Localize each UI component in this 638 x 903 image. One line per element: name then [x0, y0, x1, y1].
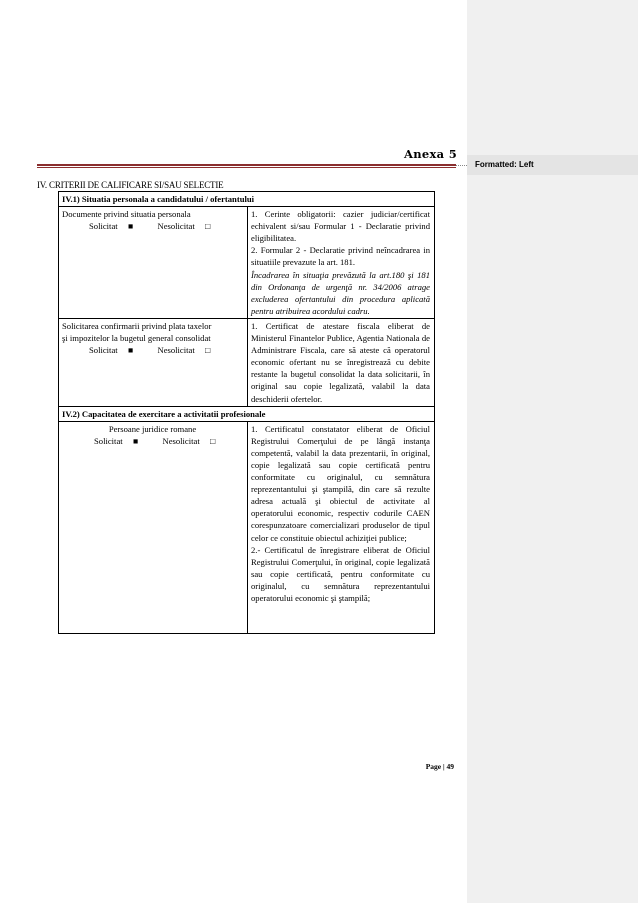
table-row	[59, 318, 435, 406]
solicitat-options	[62, 220, 243, 232]
right-cell-requirements[interactable]	[248, 207, 435, 319]
nesolicitat-unchecked-icon: □	[210, 435, 216, 446]
criteria-table	[58, 191, 435, 634]
nesolicitat-unchecked-icon: □	[205, 221, 211, 232]
table-row	[59, 207, 435, 319]
nesolicitat-label: Nesolicitat	[162, 435, 200, 446]
left-cell-taxes[interactable]	[59, 318, 248, 406]
requirement-paragraph-2: 2. Formular 2 - Declaratie privind neîncadrarea in situatiile prevazute la art. 181.	[251, 245, 430, 268]
registry-paragraph-1: 1. Certificatul constatator eliberat de Oficiul Registrului Comerţului de pe lângă instanţa competentă, valabil la data prezentarii, în original, copie legalizată sau copie certificată pentru conformitate cu originalul, cu semnătura reprezentantului şi ştampilă, din care să rezulte adresa actuală şi obiectul de activitate al operatorului economic, respectiv codurile CAEN corespunzatoare comercializari produselor de tipul celor ce constituie obiectul achiziţiei publice;	[251, 423, 430, 543]
left-cell-line-1: Solicitarea confirmarii privind plata taxelor	[62, 320, 212, 331]
solicitat-label: Solicitat	[89, 221, 118, 232]
exclusion-note: Încadrarea în situaţia prevăzută la art.180 şi 181 din Ordonanţa de urgenţă nr. 34/2006 atrage excluderea ofertantului din procedura aplicată pentru atribuirea acordului cadru.	[251, 269, 430, 316]
header-rule-thin	[37, 167, 456, 168]
subheading-capacitatea[interactable]: IV.2) Capacitatea de exercitare a activitatii profesionale	[59, 406, 435, 421]
solicitat-checked-icon: ■	[132, 435, 139, 446]
section-heading[interactable]: IV. CRITERII DE CALIFICARE SI/SAU SELECTIE	[37, 180, 224, 190]
subheading-situatia-personala[interactable]: IV.1) Situatia personala a candidatului / ofertantului	[59, 192, 435, 207]
left-cell-title: Persoane juridice romane	[108, 423, 197, 434]
left-cell-documents[interactable]	[59, 207, 248, 319]
solicitat-options	[62, 435, 243, 447]
registry-paragraph-2: 2.- Certificatul de înregistrare eliberat de Oficiul Registrului Comerţului, în original, copie legalizată sau copie certificată, pentru conformitate cu originalul, cu semnătura reprezentantului operatorului economic şi ştampilă;	[251, 544, 430, 603]
solicitat-options	[62, 344, 243, 356]
nesolicitat-unchecked-icon: □	[205, 345, 211, 356]
left-cell-line-2: şi impozitelor la bugetul general consolidat	[62, 333, 211, 344]
solicitat-checked-icon: ■	[127, 221, 134, 232]
right-cell-registry-certificates[interactable]	[248, 421, 435, 633]
right-cell-fiscal-certificate[interactable]	[248, 318, 435, 406]
solicitat-label: Solicitat	[94, 435, 123, 446]
header-rule	[37, 164, 456, 166]
solicitat-checked-icon: ■	[127, 345, 134, 356]
left-cell-title: Documente privind situatia personala	[62, 209, 191, 220]
formatting-comment-label: Formatted: Left	[475, 160, 534, 169]
nesolicitat-label: Nesolicitat	[157, 345, 195, 356]
left-cell-legal-entities[interactable]	[59, 421, 248, 633]
table-row	[59, 421, 435, 633]
nesolicitat-label: Nesolicitat	[157, 221, 195, 232]
annex-title: Anexa 5	[403, 147, 457, 161]
formatting-comment-balloon[interactable]	[467, 155, 638, 175]
solicitat-label: Solicitat	[89, 345, 118, 356]
fiscal-certificate-paragraph: 1. Certificat de atestare fiscala eliberat de Ministerul Finantelor Publice, Agentia Nationala de Administrare Fiscala, care să ateste că operatorul economic ofertant nu se înregistrează cu debite restante la bugetul consolidat la data solicitarii, în original sau copie legalizată, valabil la data deschiderii ofertelor.	[251, 320, 430, 404]
requirement-paragraph-1: 1. Cerinte obligatorii: cazier judiciar/certificat echivalent si/sau Formular 1 - Declaratie privind eligibilitatea.	[251, 209, 430, 244]
page-number: Page | 49	[425, 762, 454, 771]
comments-margin-pane	[467, 0, 638, 903]
